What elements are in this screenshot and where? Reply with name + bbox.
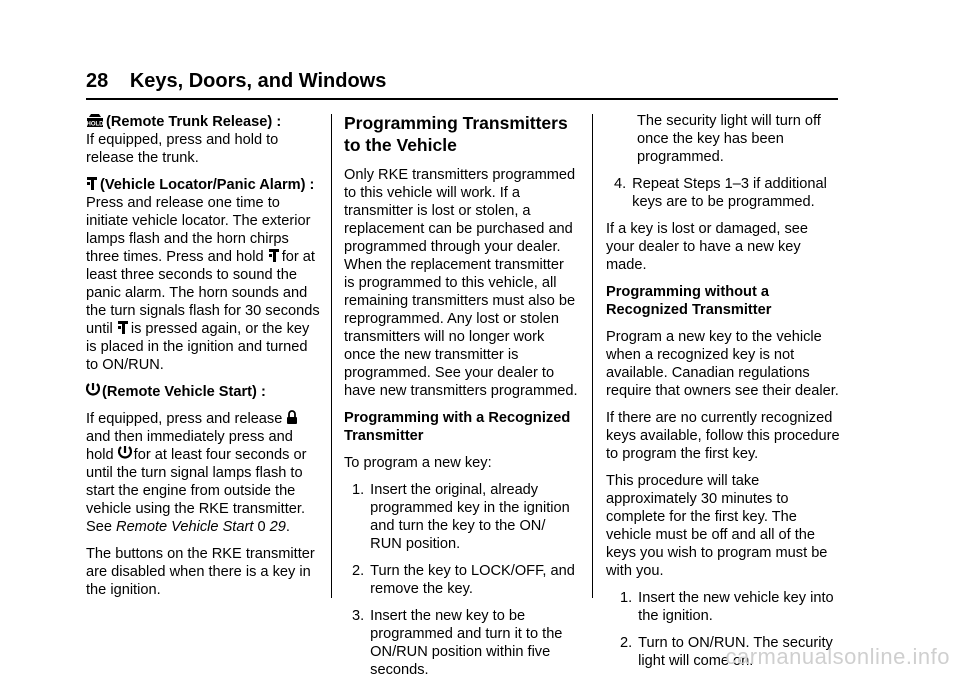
list-item xyxy=(344,607,578,679)
column-1 xyxy=(86,112,320,608)
trunk-release-body: If equipped, press and hold to release the trunk. xyxy=(86,132,279,166)
horn-icon xyxy=(86,176,98,191)
remote-start-body-c: for at least four seconds or until the turn signal lamps flash to start the engine from outside the vehicle using the RKE transmitter. See xyxy=(86,447,307,535)
recognized-transmitter-heading: Programming with a Recognized Transmitter xyxy=(344,410,571,444)
paragraph: Program a new key to the vehicle when a recognized key is not available. Canadian regulations require that owners see their dealer. xyxy=(606,329,839,399)
column-2 xyxy=(344,112,578,688)
step-number: 1. xyxy=(620,590,633,606)
horn-icon xyxy=(268,248,280,263)
vehicle-locator-body-a: Press and release one time to initiate vehicle locator. The exterior lamps flash and the horn chirps three times. Press and hold xyxy=(86,195,311,265)
remote-start-icon xyxy=(118,446,132,461)
step-number: 4. xyxy=(614,176,627,192)
step-number: 1. xyxy=(352,482,365,498)
remote-start-end: . xyxy=(285,519,290,535)
list-item xyxy=(606,589,840,625)
programming-heading: Programming Transmitters to the Vehicle xyxy=(344,113,568,155)
header-rule xyxy=(86,98,838,100)
remote-start-title: (Remote Vehicle Start) : xyxy=(102,384,266,400)
step-number: 2. xyxy=(352,563,365,579)
step-text: Repeat Steps 1–3 if additional keys are to be programmed. xyxy=(632,176,827,210)
vehicle-locator-title: (Vehicle Locator/Panic Alarm) : xyxy=(100,177,315,193)
svg-text:HOLD: HOLD xyxy=(86,121,104,128)
page-title: Keys, Doors, and Windows xyxy=(129,70,387,92)
list-item xyxy=(606,175,840,211)
step-number: 3. xyxy=(352,608,365,624)
step-text: Turn to ON/RUN. The security light will come on. xyxy=(638,635,833,669)
list-item xyxy=(344,562,578,598)
page-number: 28 xyxy=(86,70,109,92)
step-text: Insert the new key to be programmed and turn it to the ON/RUN position within five seconds. xyxy=(370,608,563,678)
remote-start-icon xyxy=(86,383,100,398)
page-header xyxy=(86,70,386,93)
program-lead: To program a new key: xyxy=(344,455,492,471)
watermark: carmanualsonline.info xyxy=(725,644,950,669)
remote-start-body-b: and then immediately press and hold xyxy=(86,429,293,463)
column-divider-2 xyxy=(592,114,593,598)
step-text: Insert the new vehicle key into the ignition. xyxy=(638,590,834,624)
programming-intro: Only RKE transmitters programmed to this vehicle will work. If a transmitter is lost or stolen, a replacement can be purchased and programmed through your dealer. When the replacement transmitter is programmed to this vehicle, all remaining transmitters must also be reprogrammed. Any lost or stolen transmitters will no longer work once the new transmitter is programmed. See your dealer to have new transmitters programmed. xyxy=(344,167,578,399)
lost-key-note: If a key is lost or damaged, see your dealer to have a new key made. xyxy=(606,221,808,273)
horn-icon xyxy=(117,320,129,335)
list-item xyxy=(344,481,578,553)
remote-start-body-a: If equipped, press and release xyxy=(86,411,287,427)
trunk-release-title: (Remote Trunk Release) : xyxy=(106,114,282,130)
step-text: Turn the key to LOCK/OFF, and remove the key. xyxy=(370,563,575,597)
trunk-hold-icon xyxy=(86,112,104,128)
paragraph: This procedure will take approximately 30 minutes to complete for the first key. The vehicle must be off and all of the keys you wish to program must be with you. xyxy=(606,473,828,579)
unrecognized-transmitter-heading: Programming without a Recognized Transmitter xyxy=(606,284,772,318)
column-divider-1 xyxy=(331,114,332,598)
column-3 xyxy=(606,112,840,679)
step-text: Insert the original, already programmed key in the ignition and turn the key to the ON/ RUN position. xyxy=(370,482,570,552)
page-ref-symbol: 0 xyxy=(257,519,266,535)
step-number: 2. xyxy=(620,635,633,651)
step-3-continuation: The security light will turn off once the key has been programmed. xyxy=(637,113,821,165)
paragraph: If there are no currently recognized keys available, follow this procedure to program the first key. xyxy=(606,410,840,462)
vehicle-locator-body-b: for at least three seconds to sound the panic alarm. The horn sounds and the turn signals flash for 30 seconds until xyxy=(86,249,320,337)
remote-start-page-ref[interactable]: 29 xyxy=(269,519,286,535)
lock-icon xyxy=(286,410,298,425)
buttons-disabled-note: The buttons on the RKE transmitter are disabled when there is a key in the ignition. xyxy=(86,546,315,598)
remote-start-link[interactable]: Remote Vehicle Start xyxy=(116,519,254,535)
vehicle-locator-body-c: is pressed again, or the key is placed in the ignition and turned to ON/RUN. xyxy=(86,321,310,373)
